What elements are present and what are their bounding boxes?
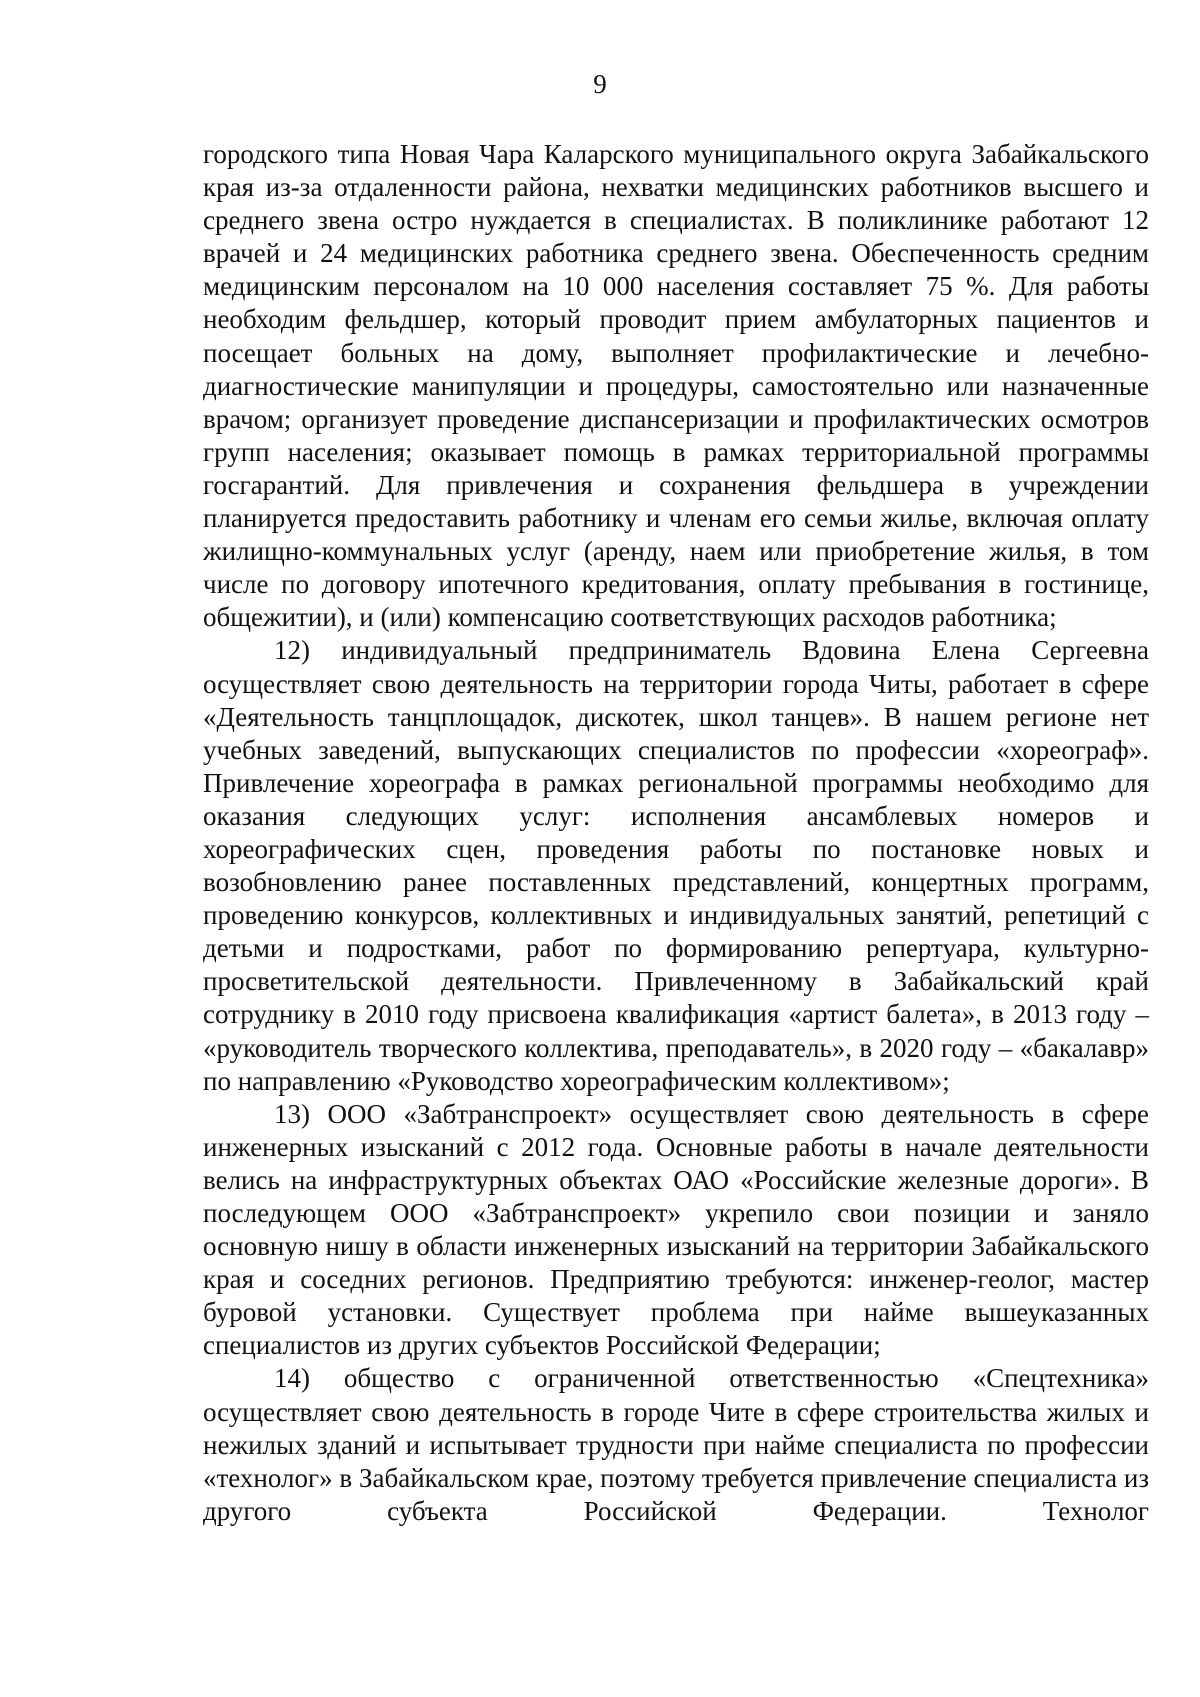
- document-body: [203, 138, 1149, 1528]
- paragraph-item-12: 12) индивидуальный предприниматель Вдовина Елена Сергеевна осуществляет свою деятельность на территории города Читы, работает в сфере «Деятельность танцплощадок, дискотек, школ танцев». В нашем регионе нет учебных заведений, выпускающих специалистов по профессии «хореограф». Привлечение хореографа в рамках региональной программы необходимо для оказания следующих услуг: исполнения ансамблевых номеров и хореографических сцен, проведения работы по постановке новых и возобновлению ранее поставленных представлений, концертных программ, проведению конкурсов, коллективных и индивидуальных занятий, репетиций с детьми и подростками, работ по формированию репертуара, культурно-просветительской деятельности. Привлеченному в Забайкальский край сотруднику в 2010 году присвоена квалификация «артист балета», в 2013 году – «руководитель творческого коллектива, преподаватель», в 2020 году – «бакалавр» по направлению «Руководство хореографическим коллективом»;: [203, 635, 1149, 1096]
- paragraph-item-14: 14) общество с ограниченной ответственностью «Спецтехника» осуществляет свою деятельность в городе Чите в сфере строительства жилых и нежилых зданий и испытывает трудности при найме специалиста по профессии «технолог» в Забайкальском крае, поэтому требуется привлечение специалиста из другого субъекта Российской Федерации. Технолог: [203, 1363, 1149, 1526]
- page-number: 9: [593, 69, 607, 99]
- paragraph-item-13: 13) ООО «Забтранспроект» осуществляет свою деятельность в сфере инженерных изысканий с 2012 года. Основные работы в начале деятельности велись на инфраструктурных объектах ОАО «Российские железные дороги». В последующем ООО «Забтранспроект» укрепило свои позиции и заняло основную нишу в области инженерных изысканий на территории Забайкальского края и соседних регионов. Предприятию требуются: инженер-геолог, мастер буровой установки. Существует проблема при найме вышеуказанных специалистов из других субъектов Российской Федерации;: [203, 1098, 1149, 1361]
- paragraph-continuation: городского типа Новая Чара Каларского муниципального округа Забайкальского края из-за отдаленности района, нехватки медицинских работников высшего и среднего звена остро нуждается в специалистах. В поликлинике работают 12 врачей и 24 медицинских работника среднего звена. Обеспеченность средним медицинским персоналом на 10 000 населения составляет 75 %. Для работы необходим фельдшер, который проводит прием амбулаторных пациентов и посещает больных на дому, выполняет профилактические и лечебно-диагностические манипуляции и процедуры, самостоятельно или назначенные врачом; организует проведение диспансеризации и профилактических осмотров групп населения; оказывает помощь в рамках территориальной программы госгарантий. Для привлечения и сохранения фельдшера в учреждении планируется предоставить работнику и членам его семьи жилье, включая оплату жилищно-коммунальных услуг (аренду, наем или приобретение жилья, в том числе по договору ипотечного кредитования, оплату пребывания в гостинице, общежитии), и (или) компенсацию соответствующих расходов работника;: [203, 139, 1149, 633]
